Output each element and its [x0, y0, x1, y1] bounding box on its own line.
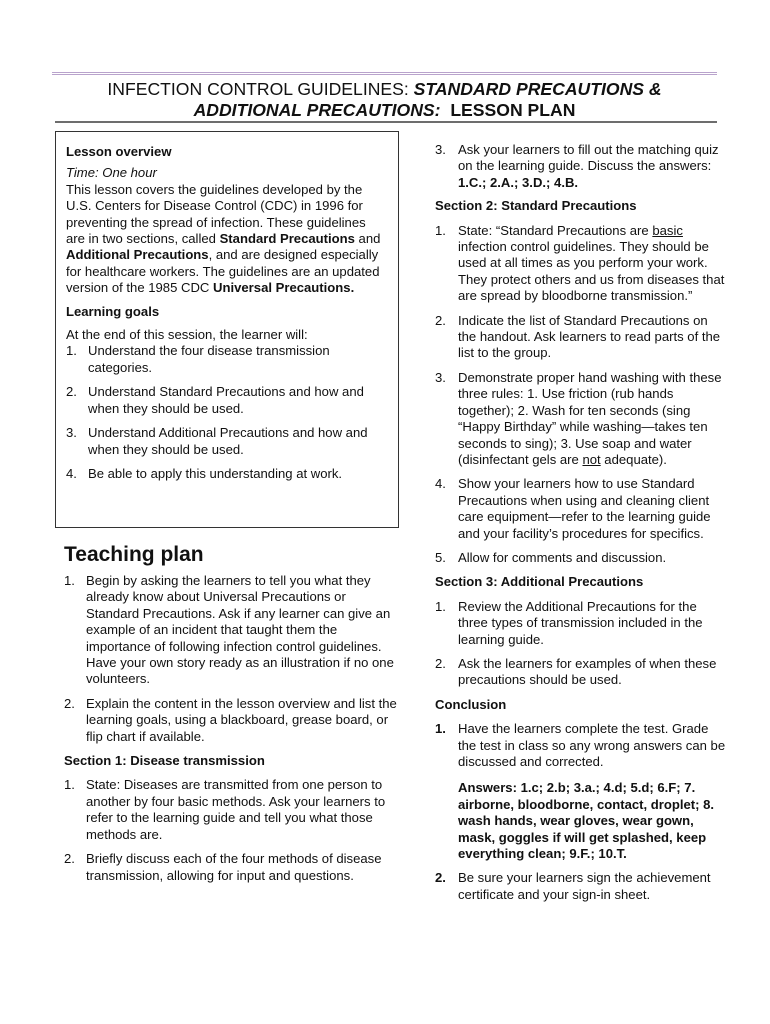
- goals-intro: At the end of this session, the learner will:: [66, 327, 308, 343]
- goal-item: 1. Understand the four disease transmission categories.: [66, 343, 330, 375]
- section3-heading: Section 3: Additional Precautions: [435, 574, 644, 590]
- title-emphasis-2: ADDITIONAL PRECAUTIONS:: [193, 100, 441, 120]
- section3-item: 2. Ask the learners for examples of when these precautions should be used.: [435, 655, 717, 688]
- overview-heading: Lesson overview: [66, 144, 172, 159]
- conclusion-item: 2. Be sure your learners sign the achievement certificate and your sign-in sheet.: [435, 870, 711, 902]
- section2-item: 5. Allow for comments and discussion.: [435, 549, 667, 565]
- section3-item: 1. Review the Additional Precautions for the three types of transmission included in the learning guide.: [435, 598, 703, 647]
- teaching-item: 1. Begin by asking the learners to tell you what they already know about Universal Precautions or Standard Precautions. Ask if any learner can give an example of an incident that taught them the importance of following infection control guidelines. Have your own story ready as an illustration if no one volunteers.: [64, 573, 394, 687]
- goal-item: 2. Understand Standard Precautions and how and when they should be used.: [66, 384, 364, 416]
- teaching-item: 2. Explain the content in the lesson overview and list the learning goals, using a blackboard, grease board, or flip chart if available.: [64, 695, 397, 744]
- title-emphasis: STANDARD PRECAUTIONS &: [413, 79, 662, 99]
- section2-item: 1. State: “Standard Precautions are basic infection control guidelines. They should be used at all times as you perform your work. They protect others and us from diseases that are spread by bloodborne transmission.”: [435, 222, 725, 304]
- goal-item: 4. Be able to apply this understanding at work.: [66, 465, 343, 481]
- teaching-plan-title: Teaching plan: [64, 543, 204, 566]
- section1-item: 1. State: Diseases are transmitted from one person to another by four basic methods. Ask your learners to refer to the learning guide and tell you what those methods are.: [64, 777, 386, 842]
- section2-heading: Section 2: Standard Precautions: [435, 198, 637, 214]
- title-plain: INFECTION CONTROL GUIDELINES:: [107, 79, 414, 99]
- answer-key: Answers: 1.c; 2.b; 3.a.; 4.d; 5.d; 6.F; 7. airborne, bloodborne, contact, droplet; 8. wash hands, wear gloves, wear gown, mask, goggles if will get splashed, keep everything clean; 9.F.; 10.T.: [458, 780, 715, 862]
- lesson-overview-box: [55, 131, 399, 528]
- header-double-rule: [52, 72, 717, 75]
- quiz-item: 3. Ask your learners to fill out the matching quiz on the learning guide. Discuss the answers: 1.C.; 2.A.; 3.D.; 4.B.: [435, 142, 719, 190]
- answers-block: [435, 780, 729, 862]
- conclusion-item: 1. Have the learners complete the test. Grade the test in class so any wrong answers can be discussed and corrected.: [435, 721, 726, 769]
- title-lesson-plan: LESSON PLAN: [450, 100, 576, 120]
- goal-item: 3. Understand Additional Precautions and how and when they should be used.: [66, 425, 368, 457]
- teaching-plan-column: [64, 541, 398, 884]
- title-rule: [55, 121, 717, 123]
- page-title: [52, 79, 717, 121]
- section2-item: 3. Demonstrate proper hand washing with these three rules: 1. Use friction (rub hands together); 2. Wash for ten seconds (sing “Happy Birthday” while washing—takes ten seconds to sing); 3. Use soap and water (disinfectant gels are not adequate).: [435, 369, 722, 467]
- quiz-answers: 1.C.; 2.A.; 3.D.; 4.B.: [458, 174, 579, 190]
- learning-goals-heading: Learning goals: [66, 303, 160, 319]
- section2-item: 2. Indicate the list of Standard Precautions on the handout. Ask learners to read parts of the list to the group.: [435, 312, 721, 361]
- section1-item: 2. Briefly discuss each of the four methods of disease transmission, allowing for input and questions.: [64, 851, 382, 883]
- section1-heading: Section 1: Disease transmission: [64, 753, 265, 769]
- conclusion-heading: Conclusion: [435, 696, 507, 712]
- lesson-time: Time: One hour: [66, 165, 157, 181]
- overview-paragraph: This lesson covers the guidelines developed by the U.S. Centers for Disease Control (CDC) in 1996 for preventing the spread of infection. These guidelines are in two sections, called Standard Precautions and Additional Precautions, and are designed especially for healthcare workers. The guidelines are an updated version of the 1985 CDC Universal Precautions.: [66, 181, 381, 296]
- right-column: [435, 142, 729, 903]
- section2-item: 4. Show your learners how to use Standard Precautions when using and cleaning client care equipment—refer to the learning guide and your facility’s procedures for specifics.: [435, 476, 711, 541]
